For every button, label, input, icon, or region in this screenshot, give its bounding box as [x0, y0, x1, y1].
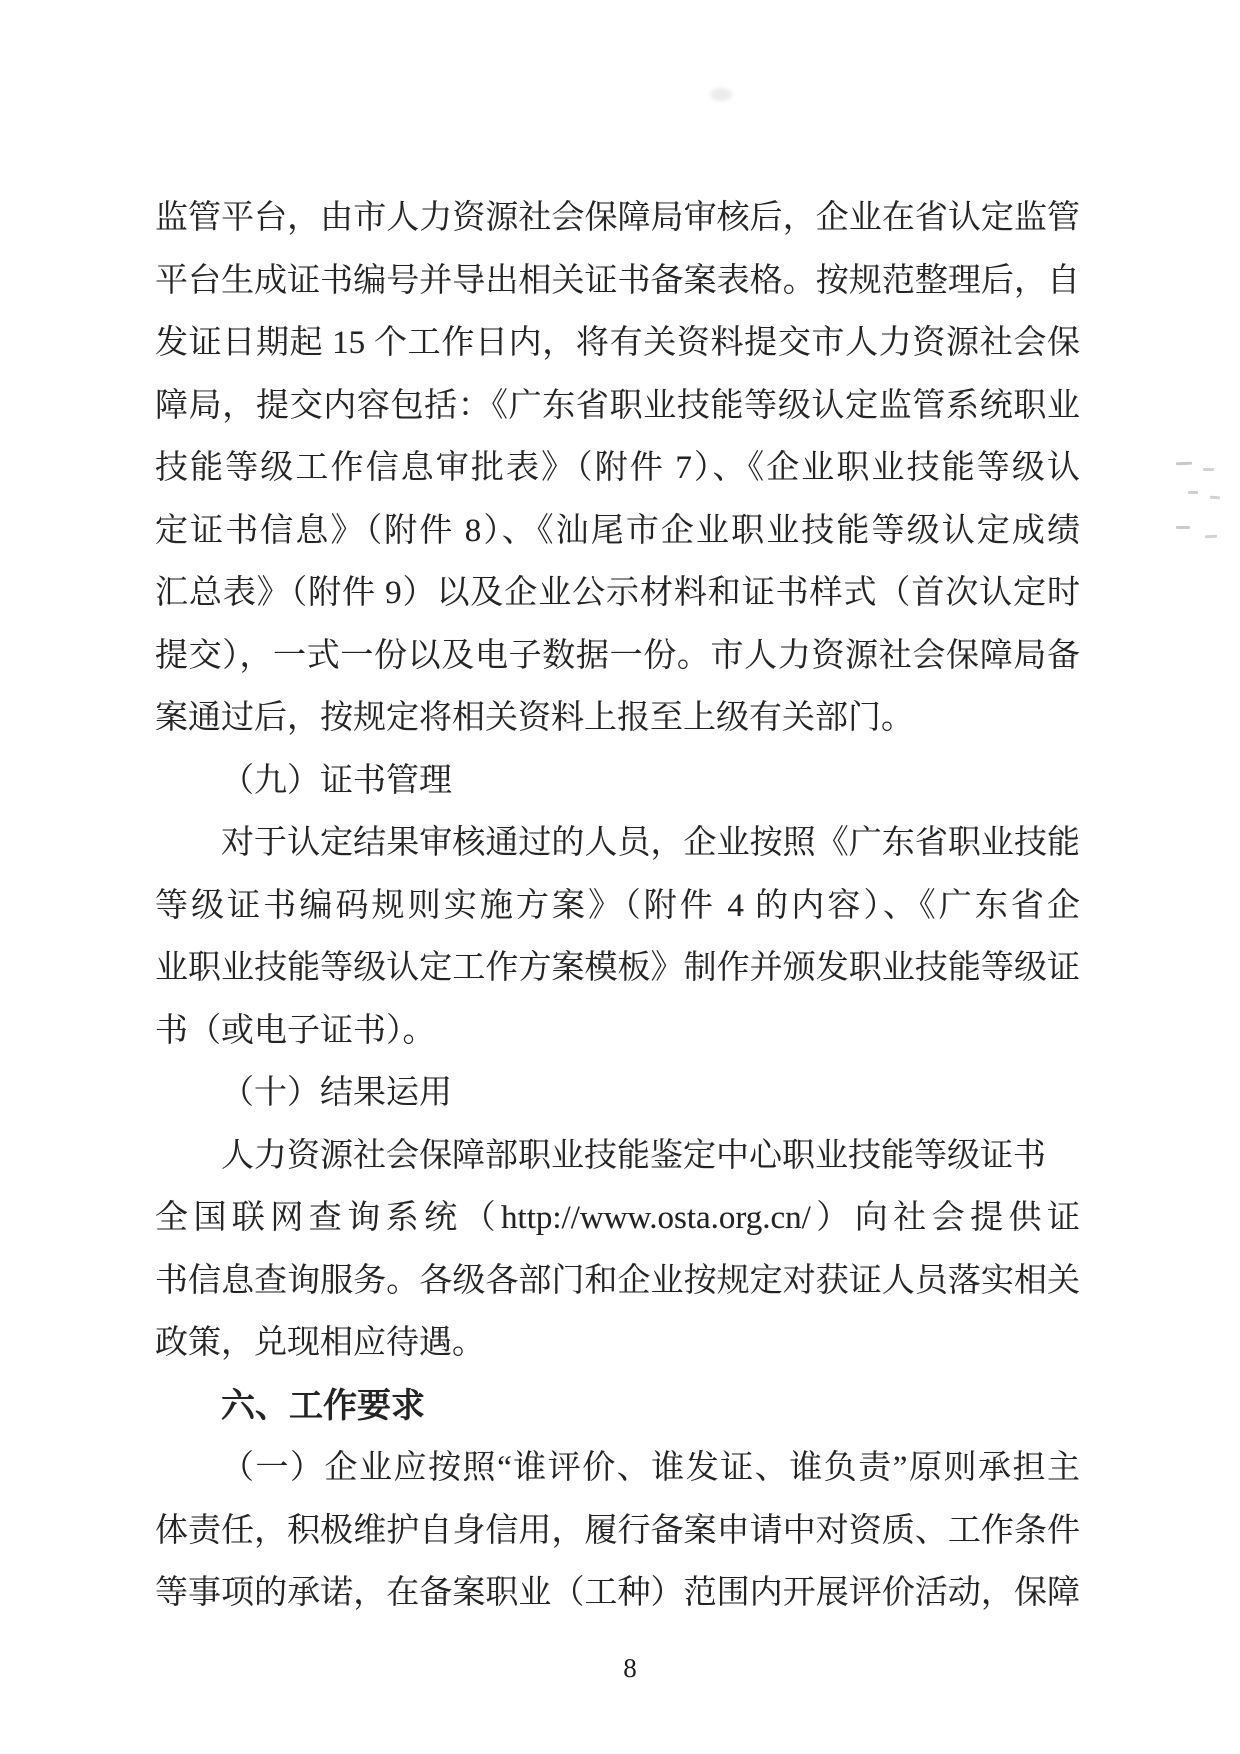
text-line: 业职业技能等级认定工作方案模板》制作并颁发职业技能等级证	[155, 950, 1080, 986]
text-line: 全国联网查询系统（http://www.osta.org.cn/）向社会提供证	[155, 1200, 1080, 1236]
document-body	[155, 187, 1080, 1625]
scan-artifact	[1188, 491, 1198, 494]
text-line: 案通过后，按规定将相关资料上报至上级有关部门。	[155, 700, 914, 736]
text-line: 人力资源社会保障部职业技能鉴定中心职业技能等级证书	[221, 1137, 1046, 1174]
text-line: 定证书信息》（附件 8）、《汕尾市企业职业技能等级认定成绩	[155, 512, 1080, 549]
section-heading: 六、工作要求	[221, 1386, 425, 1425]
text-line: 体责任，积极维护自身信用，履行备案申请中对资质、工作条件	[155, 1512, 1080, 1549]
text-line: 等级证书编码规则实施方案》（附件 4 的内容）、《广东省企	[155, 887, 1080, 924]
scan-artifact	[1176, 462, 1192, 466]
text-line: 障局，提交内容包括：《广东省职业技能等级认定监管系统职业	[155, 387, 1080, 424]
page-number: 8	[623, 1653, 637, 1683]
scan-smudge	[710, 88, 732, 101]
scan-artifact	[1210, 496, 1220, 500]
text-line: 监管平台，由市人力资源社会保障局审核后，企业在省认定监管	[155, 200, 1080, 236]
text-line: 书信息查询服务。各级各部门和企业按规定对获证人员落实相关	[155, 1262, 1080, 1299]
text-line: 政策，兑现相应待遇。	[155, 1325, 485, 1361]
text-line: 提交），一式一份以及电子数据一份。市人力资源社会保障局备	[155, 637, 1080, 674]
text-line: 对于认定结果审核通过的人员，企业按照《广东省职业技能	[221, 825, 1080, 861]
text-line: 发证日期起 15 个工作日内，将有关资料提交市人力资源社会保	[155, 325, 1080, 361]
text-line: 技能等级工作信息审批表》（附件 7）、《企业职业技能等级认	[155, 450, 1080, 486]
text-line: （一）企业应按照“谁评价、谁发证、谁负责”原则承担主	[221, 1450, 1080, 1486]
text-line: （十）结果运用	[221, 1075, 452, 1111]
scan-artifact	[1176, 526, 1190, 529]
text-line: 汇总表》（附件 9）以及企业公示材料和证书样式（首次认定时	[155, 575, 1080, 611]
scan-artifact	[1205, 535, 1217, 539]
text-line: （九）证书管理	[221, 762, 452, 799]
scan-artifact	[1203, 468, 1214, 471]
text-line: 等事项的承诺，在备案职业（工种）范围内开展评价活动，保障	[155, 1575, 1080, 1611]
text-line: 平台生成证书编号并导出相关证书备案表格。按规范整理后，自	[155, 262, 1080, 299]
text-line: 书（或电子证书）。	[155, 1012, 436, 1049]
